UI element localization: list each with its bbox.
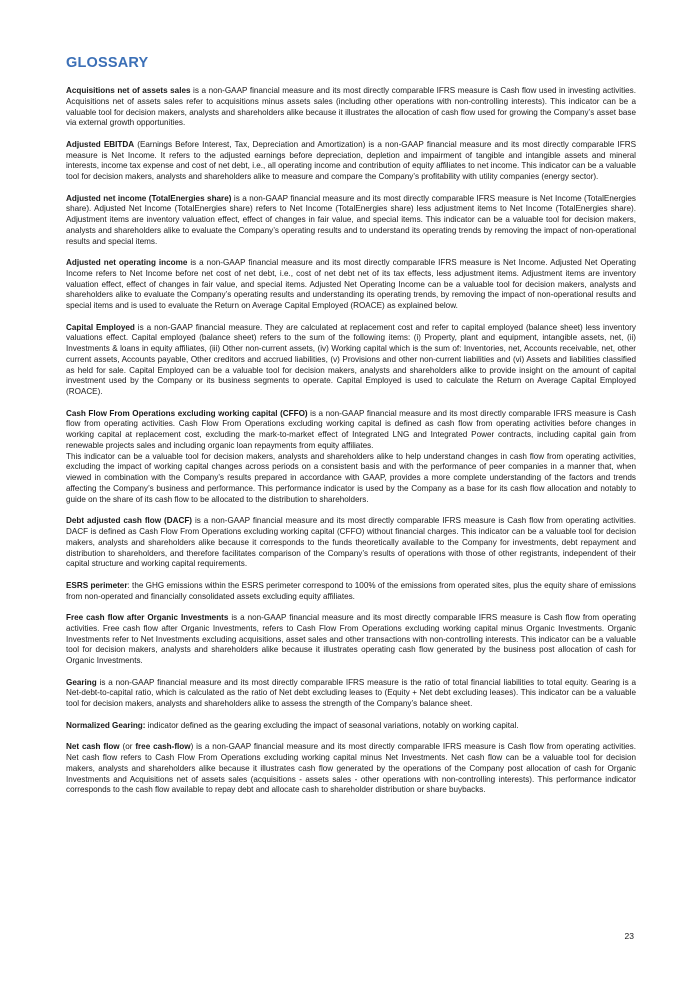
glossary-definition: is a non-GAAP financial measure and its most directly comparable IFRS measure is Net Income. Adjusted Net Operating Income refers to Net Income before net cost of net debt, i.e., cost of net debt net of its tax effects, less adjustment items. Adjustment items are inventory valuation effect, effect of changes in fair value, and special items. Adjusted Net Operating Income can be a valuable tool for decision makers, analysts and shareholders alike to evaluate the Company’s operating results and understanding its operating trends, by removing the impact of non-operational results and special items and is used to evaluate the Return on Average Capital Employed (ROACE) as explained below.: [66, 258, 637, 311]
glossary-definition: is a non-GAAP financial measure and its most directly comparable IFRS measure is Cash flow from operating activities. Free cash flow after Organic Investments, refers to Cash Flow From Operations excluding working capital minus Organic Investments. Organic Investments refer to Net Investments excluding acquisitions, asset sales and other transactions with non-controlling interests. This indicator can be a valuable tool for decision makers, analysts and shareholders alike because it illustrates operating cash flow generated by the business post allocation of cash for Organic Investments.: [66, 613, 636, 666]
glossary-definition: is a non-GAAP financial measure and its most directly comparable IFRS measure is Cash flow from operating activities. DACF is defined as Cash Flow From Operations excluding working capital (CFFO) without financial charges. This indicator can be a valuable tool for decision makers, analysts and shareholders alike because it corresponds to the funds theoretically available to the Company for investments, debt repayment and distribution to shareholders, and therefore facilitates comparison of the Company’s results of operations with those of other registrants, independent of their capital structure and working capital requirements.: [66, 516, 636, 569]
glossary-entry-normalized-gearing: [66, 721, 636, 732]
glossary-term-alternate: free cash-flow: [135, 742, 191, 752]
glossary-content: [66, 86, 636, 807]
glossary-term: Normalized Gearing:: [66, 720, 146, 730]
glossary-term: Adjusted net income (TotalEnergies share): [66, 193, 232, 203]
glossary-term: Acquisitions net of assets sales: [66, 86, 191, 95]
glossary-entry-cffo: [66, 409, 636, 506]
page-title: GLOSSARY: [66, 55, 149, 71]
glossary-entry-net-cash-flow: [66, 742, 636, 796]
glossary-term-connector: (or: [119, 742, 136, 752]
glossary-definition: is a non-GAAP financial measure and its most directly comparable IFRS measure is the ratio of total financial liabilities to total equity. Gearing is a Net-debt-to-capital ratio, which is calculated as the ratio of Net debt excluding leases to (Equity + Net debt excluding leases). This indicator can be a valuable tool for decision makers, analysts and shareholders alike to assess the strength of the Company’s balance sheet.: [66, 677, 636, 709]
glossary-entry-acquisitions: [66, 86, 636, 129]
glossary-entry-adjusted-ebitda: [66, 140, 636, 183]
glossary-definition: (Earnings Before Interest, Tax, Depreciation and Amortization) is a non-GAAP financial measure and its most directly comparable IFRS measure is Net Income. It refers to the adjusted earnings before depreciation, depletion and impairment of tangible and intangible assets and mineral interests, income tax expense and cost of net debt, i.e., all operating income and contribution of equity affiliates to net income. This indicator can be a valuable tool for decision makers, analysts and shareholders alike to measure and compare the Company’s profitability with utility companies (energy sector).: [66, 139, 636, 182]
glossary-entry-adjusted-net-operating-income: [66, 258, 636, 312]
glossary-term: Adjusted EBITDA: [66, 139, 135, 149]
glossary-term: Debt adjusted cash flow (DACF): [66, 516, 192, 526]
glossary-term: Capital Employed: [66, 322, 135, 332]
glossary-definition: is a non-GAAP financial measure and its most directly comparable IFRS measure is Cash flow from operating activities. Cash Flow From Operations excluding working capital is defined as cash flow from operating activities before changes in working capital at replacement cost, excluding the mark-to-market effect of Integrated LNG and Integrated Power contracts, including capital gain from renewable projects sales and including organic loan repayments from equity affiliates.: [66, 408, 636, 450]
glossary-entry-free-cash-flow: [66, 613, 636, 667]
glossary-entry-dacf: [66, 516, 636, 570]
glossary-definition: : the GHG emissions within the ESRS perimeter correspond to 100% of the emissions from operated sites, plus the equity share of emissions from non-operated and financially consolidated assets excluding equity affiliates.: [66, 580, 636, 601]
glossary-definition: ) is a non-GAAP financial measure and its most directly comparable IFRS measure is Cash flow from operating activities. Net cash flow refers to Cash Flow From Operations excluding working capital minus Net Investments. Net cash flow can be a valuable tool for decision makers, analysts and shareholders alike because it illustrates cash flow generated by the operations of the Company post allocation of cash for Organic Investments and Acquisitions net of assets sales (acquisitions - assets sales - other operations with non-controlling interests). This performance indicator corresponds to the cash flow available to repay debt and allocate cash to shareholder distribution or share buybacks.: [66, 742, 637, 795]
glossary-entry-capital-employed: [66, 323, 636, 398]
glossary-term: Free cash flow after Organic Investments: [66, 613, 229, 623]
glossary-term: Gearing: [66, 677, 97, 687]
page-number: 23: [624, 931, 634, 941]
glossary-entry-adjusted-net-income: [66, 194, 636, 248]
glossary-entry-gearing: [66, 678, 636, 710]
glossary-term: Cash Flow From Operations excluding working capital (CFFO): [66, 408, 308, 418]
glossary-definition: is a non-GAAP financial measure and its most directly comparable IFRS measure is Cash flow used in investing activities. Acquisitions net of assets sales refer to acquisitions minus assets sales (including other operations with non-controlling interests). This indicator can be a valuable tool for decision makers, analysts and shareholders alike because it illustrates the allocation of cash flow used for growing the Company’s asset base via external growth opportunities.: [66, 86, 636, 128]
glossary-term: Net cash flow: [66, 742, 120, 752]
glossary-definition: is a non-GAAP financial measure and its most directly comparable IFRS measure is Net Income (TotalEnergies share). Adjusted Net Income (TotalEnergies share) refers to Net Income (TotalEnergies share) less adjustment items to Net Income (TotalEnergies share). Adjustment items are inventory valuation effect, effect of changes in fair value, and special items. This indicator can be a valuable tool for decision makers, analysts and shareholders alike to evaluate the Company’s operating results and to understand its operating trends by removing the impact of non-operational results and special items.: [66, 193, 636, 246]
glossary-definition-continued: This indicator can be a valuable tool for decision makers, analysts and shareholders alike to help understand changes in cash flow from operating activities, excluding the impact of working capital changes across periods on a consistent basis and with the performance of peer companies in a manner that, when viewed in combination with the Company’s results prepared in accordance with GAAP, provides a more complete understanding of the factors and trends affecting the Company’s business and performance. This performance indicator is used by the Company as a base for its cash flow allocation and notably to guide on the share of its cash flow to be allocated to the distribution to shareholders.: [66, 451, 636, 504]
glossary-term: ESRS perimeter: [66, 580, 128, 590]
glossary-definition: is a non-GAAP financial measure. They are calculated at replacement cost and refer to capital employed (balance sheet) less inventory valuations effect. Capital employed (balance sheet) refers to the sum of the following items: (i) Property, plant and equipment, intangible assets, net, (ii) Investments & loans in equity affiliates, (iii) Other non-current assets, (iv) Working capital which is the sum of: Inventories, net, Accounts receivable, net, other current assets, Accounts payable, Other creditors and accrued liabilities, (v) Provisions and other non-current liabilities and (vi) Assets and liabilities classified as held for sale. Capital Employed can be a valuable tool for decision makers, analysts and shareholders alike to provide insight on the amount of capital investment used by the Company or its business segments to operate. Capital Employed is used to calculate the Return on Average Capital Employed (ROACE).: [66, 322, 636, 397]
glossary-term: Adjusted net operating income: [66, 258, 188, 268]
glossary-entry-esrs-perimeter: [66, 581, 636, 603]
glossary-definition: indicator defined as the gearing excluding the impact of seasonal variations, notably on working capital.: [145, 720, 519, 730]
